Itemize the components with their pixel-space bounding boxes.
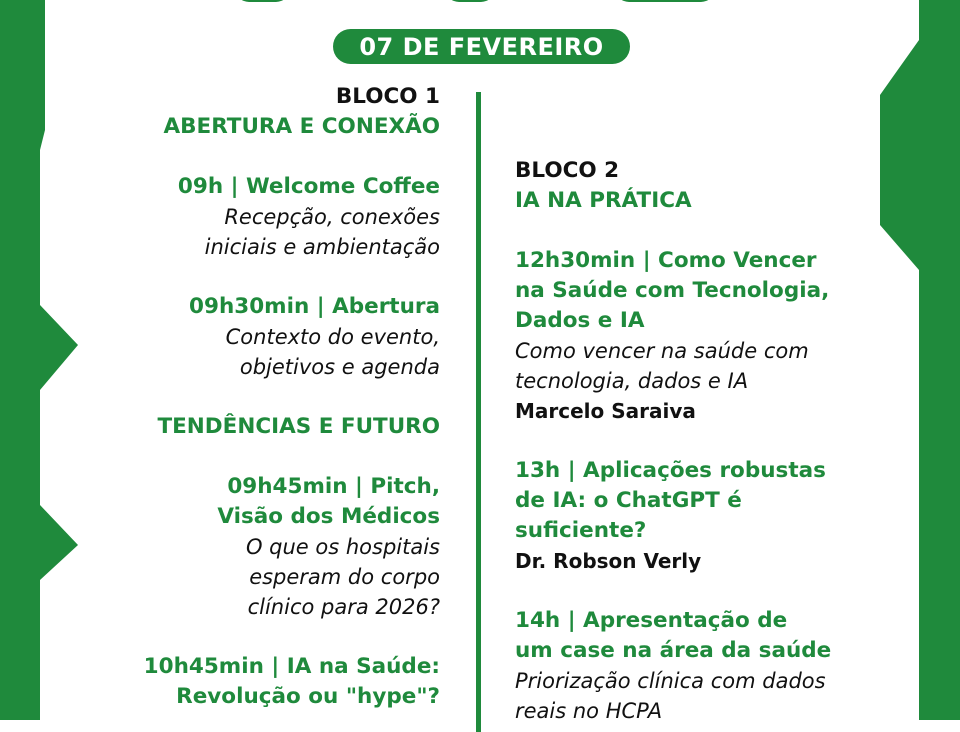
item-description: esperam do corpo	[249, 565, 440, 589]
item-title: um case na área da saúde	[515, 638, 832, 663]
block-title: IA NA PRÁTICA	[515, 188, 692, 213]
item-title: 09h45min | Pitch,	[227, 474, 440, 499]
item-title: suficiente?	[515, 518, 647, 543]
item-title: de IA: o ChatGPT é	[515, 488, 742, 513]
item-description: iniciais e ambientação	[204, 235, 440, 259]
item-title: 09h | Welcome Coffee	[177, 174, 440, 199]
section-title: TENDÊNCIAS E FUTURO	[157, 414, 440, 439]
item-description: Contexto do evento,	[225, 325, 440, 349]
block-label: BLOCO 2	[515, 158, 620, 183]
item-speaker: Marcelo Saraiva	[515, 399, 696, 423]
item-title: 14h | Apresentação de	[515, 608, 788, 633]
date-badge: 07 DE FEVEREIRO	[333, 29, 630, 64]
item-description: tecnologia, dados e IA	[515, 369, 749, 393]
schedule-item	[100, 652, 440, 712]
item-description: Como vencer na saúde com	[515, 339, 809, 363]
item-description: Recepção, conexões	[224, 205, 440, 229]
item-description: reais no HCPA	[515, 699, 663, 723]
item-description: objetivos e agenda	[239, 355, 440, 379]
schedule-item	[515, 606, 915, 726]
schedule-item	[100, 172, 440, 262]
item-description: O que os hospitais	[245, 535, 440, 559]
headline-fragment	[615, 0, 715, 2]
item-speaker: Dr. Robson Verly	[515, 549, 702, 573]
schedule-block-2	[515, 156, 915, 726]
schedule-item	[100, 292, 440, 382]
item-title: na Saúde com Tecnologia,	[515, 278, 830, 303]
item-title: 12h30min | Como Vencer	[515, 248, 817, 273]
item-description: Priorização clínica com dados	[515, 669, 826, 693]
block-label: BLOCO 1	[335, 84, 440, 109]
block-title: ABERTURA E CONEXÃO	[163, 114, 440, 139]
column-divider	[476, 92, 481, 732]
item-title: 09h30min | Abertura	[189, 294, 440, 319]
item-title: Revolução ou "hype"?	[176, 684, 440, 709]
item-description: clínico para 2026?	[247, 595, 440, 619]
item-title: Visão dos Médicos	[217, 504, 440, 529]
schedule-item	[515, 246, 915, 426]
schedule-item	[100, 472, 440, 622]
item-title: Dados e IA	[515, 308, 645, 333]
item-title: 10h45min | IA na Saúde:	[143, 654, 440, 679]
schedule-block-1	[100, 82, 440, 712]
item-title: 13h | Aplicações robustas	[515, 458, 826, 483]
schedule-item	[515, 456, 915, 576]
